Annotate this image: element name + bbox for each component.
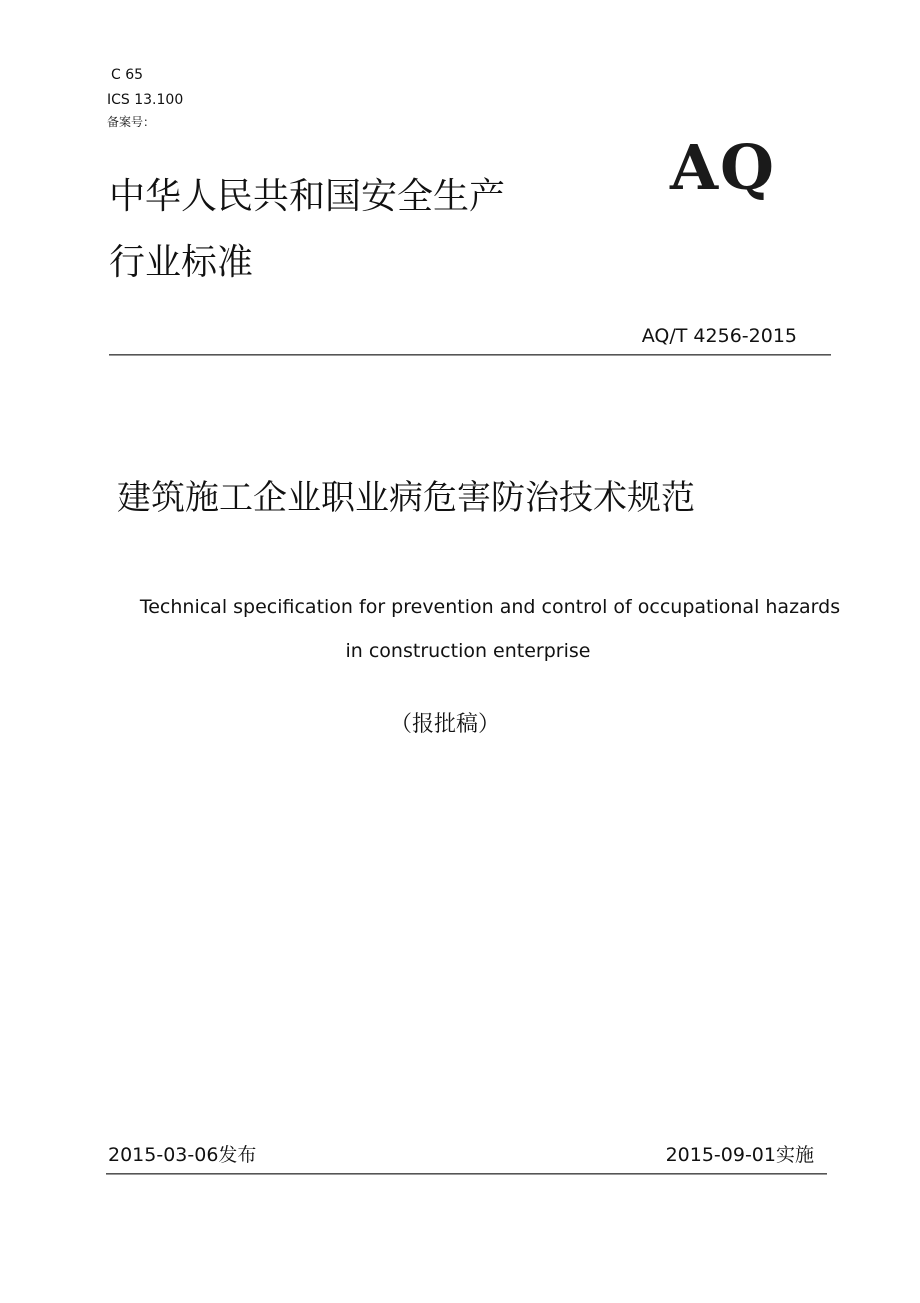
standard-category-line1: 中华人民共和国安全生产 — [109, 176, 506, 217]
ics-code: ICS 13.100 — [107, 92, 184, 108]
publish-label: 发布 — [218, 1144, 257, 1166]
record-number-label: 备案号： — [107, 115, 156, 129]
document-title-english-line1: Technical specification for prevention and control of occupational hazards — [139, 596, 841, 618]
publish-date-block — [108, 1142, 256, 1168]
draft-status: （报批稿） — [389, 712, 500, 737]
publish-date: 2015-03-06 — [108, 1144, 219, 1166]
implement-label: 实施 — [775, 1144, 814, 1166]
standard-number: AQ/T 4256-2015 — [641, 325, 797, 347]
implement-date: 2015-09-01 — [665, 1144, 776, 1166]
bottom-divider — [106, 1173, 827, 1175]
top-divider — [109, 354, 831, 356]
classification-code: C 65 — [111, 67, 144, 83]
standard-category-line2: 行业标准 — [109, 242, 254, 283]
document-title-english-line2: in construction enterprise — [345, 640, 591, 662]
implement-date-block — [666, 1142, 814, 1168]
document-title-chinese: 建筑施工企业职业病危害防治技术规范 — [117, 478, 695, 518]
aq-logo: AQ — [669, 130, 777, 204]
